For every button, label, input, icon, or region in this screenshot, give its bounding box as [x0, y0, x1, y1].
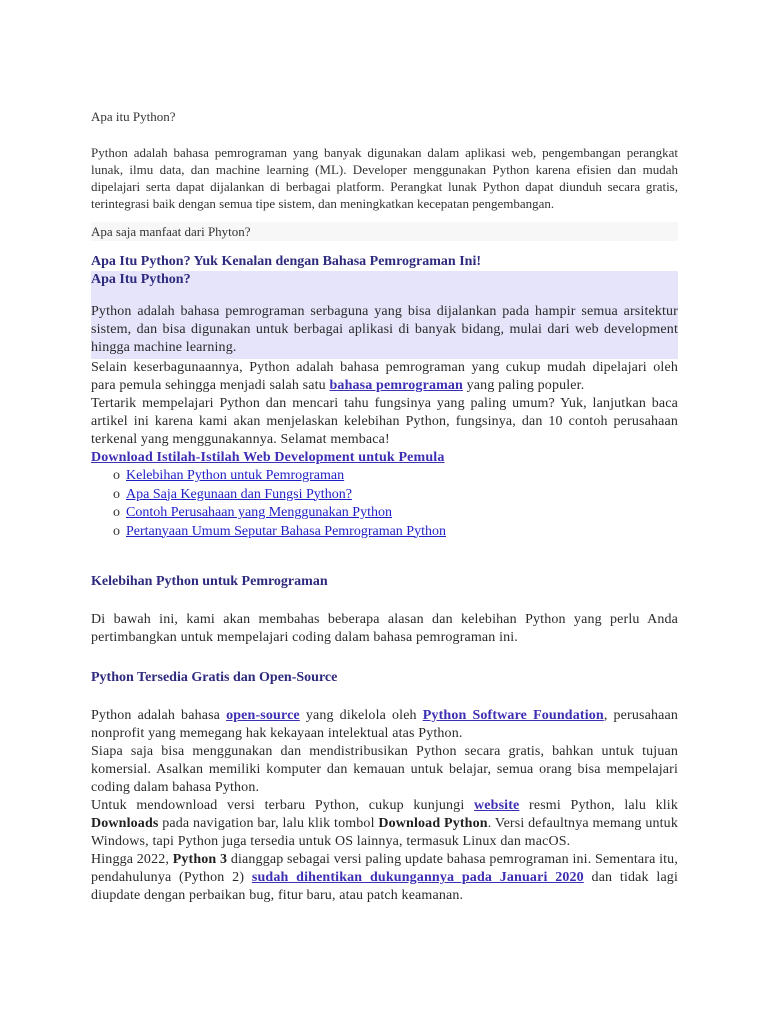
- document-content: [91, 108, 678, 905]
- table-of-contents: [91, 467, 678, 541]
- bullet-marker: o: [113, 486, 120, 502]
- toc-link-kelebihan[interactable]: Kelebihan Python untuk Pemrograman: [126, 468, 345, 483]
- link-python-2-discontinued[interactable]: sudah dihentikan dukungannya pada Januari 2020: [251, 870, 584, 885]
- question-benefits: Apa saja manfaat dari Phyton?: [91, 222, 678, 241]
- toc-item: [113, 523, 678, 542]
- section-heading-open-source: Python Tersedia Gratis dan Open-Source: [91, 670, 338, 685]
- bold-downloads: Downloads: [91, 816, 159, 831]
- text-span: dianggap sebagai versi paling update bahasa pemrograman ini. Sementara itu, pendahulunya (Python 2): [91, 852, 678, 885]
- toc-link-pertanyaan-umum[interactable]: Pertanyaan Umum Seputar Bahasa Pemrograman Python: [126, 523, 446, 539]
- bullet-marker: o: [113, 505, 120, 520]
- bold-python-3: Python 3: [172, 852, 228, 867]
- open-source-paragraph-4: [91, 851, 678, 905]
- link-python-software-foundation[interactable]: Python Software Foundation: [422, 708, 604, 723]
- link-website[interactable]: website: [474, 798, 520, 813]
- article-paragraph-3: Tertarik mempelajari Python dan mencari tahu fungsinya yang paling umum? Yuk, lanjutkan baca artikel ini karena kami akan menjelaskan kelebihan Python, fungsinya, dan 10 contoh perusahaan terkenal yang menggunakannya. Selamat membaca!: [91, 396, 678, 447]
- toc-link-kegunaan[interactable]: Apa Saja Kegunaan dan Fungsi Python?: [126, 486, 352, 502]
- text-span: Python adalah bahasa: [91, 708, 227, 723]
- text-span: . Versi defaultnya memang untuk Windows, tapi Python juga tersedia untuk OS lainnya, termasuk Linux dan macOS.: [91, 816, 678, 849]
- article-title: Apa Itu Python? Yuk Kenalan dengan Bahasa Pemrograman Ini!: [91, 254, 482, 269]
- toc-item: [113, 486, 678, 505]
- bullet-marker: o: [113, 523, 120, 539]
- open-source-paragraph-1: [91, 707, 678, 743]
- article-paragraph-1: Python adalah bahasa pemrograman serbaguna yang bisa dijalankan pada hampir semua arsitektur sistem, dan bisa digunakan untuk berbagai aplikasi di banyak bidang, mulai dari web development hingga machine learning.: [91, 304, 678, 355]
- text-span: yang dikelola oleh: [299, 708, 423, 723]
- article-paragraph-2: [91, 359, 678, 395]
- toc-item: [113, 467, 678, 486]
- text-span: Selain keserbagunaannya, Python adalah bahasa pemrograman yang cukup mudah dipelajari oleh para pemula sehingga menjadi salah satu: [91, 360, 678, 393]
- link-bahasa-pemrograman[interactable]: bahasa pemrograman: [329, 378, 463, 393]
- text-span: yang paling populer.: [463, 378, 585, 393]
- section-heading-kelebihan: Kelebihan Python untuk Pemrograman: [91, 574, 328, 589]
- download-link[interactable]: Download Istilah-Istilah Web Development untuk Pemula: [91, 450, 445, 465]
- text-span: Untuk mendownload versi terbaru Python, cukup kunjungi: [91, 798, 475, 813]
- link-open-source[interactable]: open-source: [226, 708, 300, 723]
- text-span: dan tidak lagi diupdate dengan perbaikan bug, fitur baru, atau patch keamanan.: [91, 870, 678, 903]
- text-span: , perusahaan nonprofit yang memegang hak kekayaan intelektual atas Python.: [91, 708, 678, 741]
- text-span: Hingga 2022,: [91, 852, 173, 867]
- toc-link-contoh-perusahaan[interactable]: Contoh Perusahaan yang Menggunakan Python: [126, 505, 392, 520]
- text-span: pada navigation bar, lalu klik tombol: [158, 816, 379, 831]
- bullet-marker: o: [113, 468, 120, 483]
- question-what-is-python: Apa itu Python?: [91, 109, 176, 124]
- intro-paragraph: Python adalah bahasa pemrograman yang banyak digunakan dalam aplikasi web, pengembangan perangkat lunak, ilmu data, dan machine learning (ML). Developer menggunakan Python karena efisien dan mudah dipelajari serta dapat dijalankan di berbagai platform. Perangkat lunak Python dapat diunduh secara gratis, terintegrasi baik dengan semua tipe sistem, dan meningkatkan kecepatan pengembangan.: [91, 145, 678, 211]
- toc-item: [113, 504, 678, 523]
- bold-download-python: Download Python: [378, 816, 488, 831]
- article-subtitle: Apa Itu Python?: [91, 272, 191, 287]
- section-kelebihan-paragraph: Di bawah ini, kami akan membahas beberapa alasan dan kelebihan Python yang perlu Anda pertimbangkan untuk mempelajari coding dalam bahasa pemrograman ini.: [91, 612, 678, 645]
- open-source-paragraph-3: [91, 797, 678, 851]
- text-span: resmi Python, lalu klik: [519, 798, 678, 813]
- open-source-paragraph-2: Siapa saja bisa menggunakan dan mendistribusikan Python secara gratis, bahkan untuk tujuan komersial. Asalkan memiliki komputer dan kemauan untuk belajar, semua orang bisa mempelajari coding dalam bahasa Python.: [91, 744, 678, 795]
- highlight-band: [91, 271, 678, 359]
